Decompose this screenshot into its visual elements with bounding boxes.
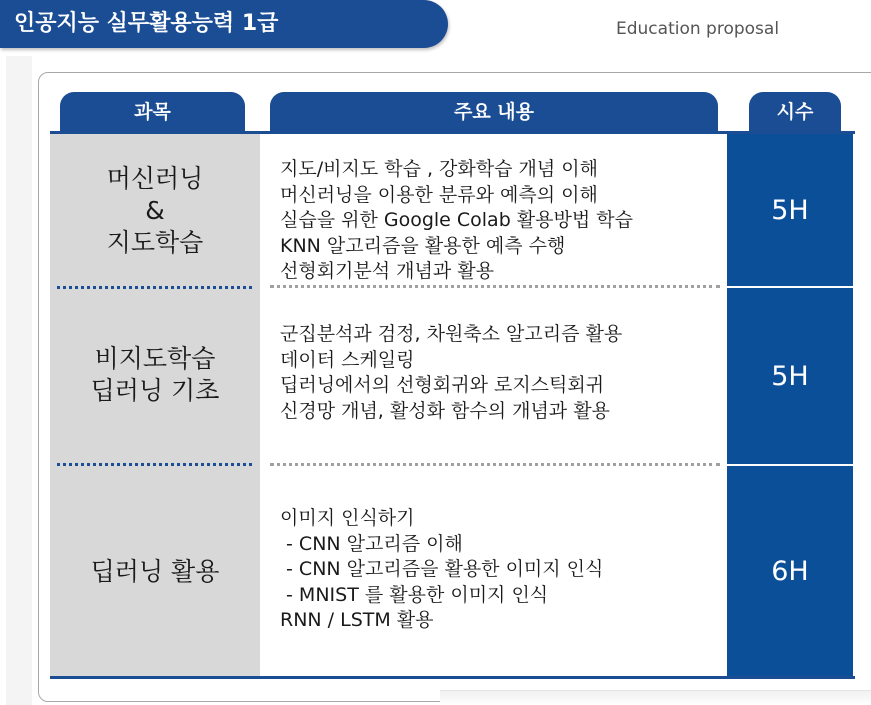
footer-shadow (440, 690, 871, 705)
subject-row-divider (57, 286, 252, 289)
content-line: - CNN 알고리즘을 활용한 이미지 인식 (280, 558, 604, 581)
row-3-subject: 딥러닝 활용 (90, 557, 220, 586)
column-header-hours: 시수 (749, 92, 841, 132)
content-line: RNN / LSTM 활용 (280, 609, 434, 632)
left-margin-strip (6, 56, 32, 705)
content-line: 선형회기분석 개념과 활용 (280, 260, 494, 283)
row-1-hours: 5H (771, 194, 809, 226)
page-subtitle: Education proposal (616, 19, 780, 39)
row-1-subject: 머신러닝 & 지도학습 (106, 163, 204, 257)
content-line: 지도/비지도 학습 , 강화학습 개념 이해 (280, 158, 598, 181)
content-line: 딥러닝에서의 선형회귀와 로지스틱회귀 (280, 374, 605, 396)
content-line: 신경망 개념, 활성화 함수의 개념과 활용 (280, 399, 610, 422)
column-header-content: 주요 내용 (270, 92, 718, 132)
page-title: 인공지능 실무활용능력 1급 (0, 0, 448, 48)
content-line: 군집분석과 검정, 차원축소 알고리즘 활용 (280, 323, 623, 345)
content-line: 이미지 인식하기 (280, 507, 415, 530)
content-row-divider (270, 463, 720, 466)
row-3-content (280, 500, 720, 640)
row-2-content (280, 308, 720, 438)
row-2-subject: 비지도학습 딥러닝 기초 (90, 344, 220, 405)
row-3-hours: 6H (771, 555, 809, 587)
row-1-content (280, 156, 720, 286)
table-bottom-line (50, 676, 855, 679)
content-line: - CNN 알고리즘 이해 (280, 532, 463, 555)
content-line: 데이터 스케일링 (280, 348, 415, 371)
content-line: - MNIST 를 활용한 이미지 인식 (280, 583, 549, 606)
subject-row-divider (57, 463, 252, 466)
column-header-subject: 과목 (60, 92, 245, 132)
content-line: 실습을 위한 Google Colab 활용방법 학습 (280, 209, 633, 232)
row-2-hours: 5H (771, 360, 809, 392)
content-line: KNN 알고리즘을 활용한 예측 수행 (280, 234, 566, 257)
content-line: 머신러닝을 이용한 분류와 예측의 이해 (280, 183, 598, 206)
